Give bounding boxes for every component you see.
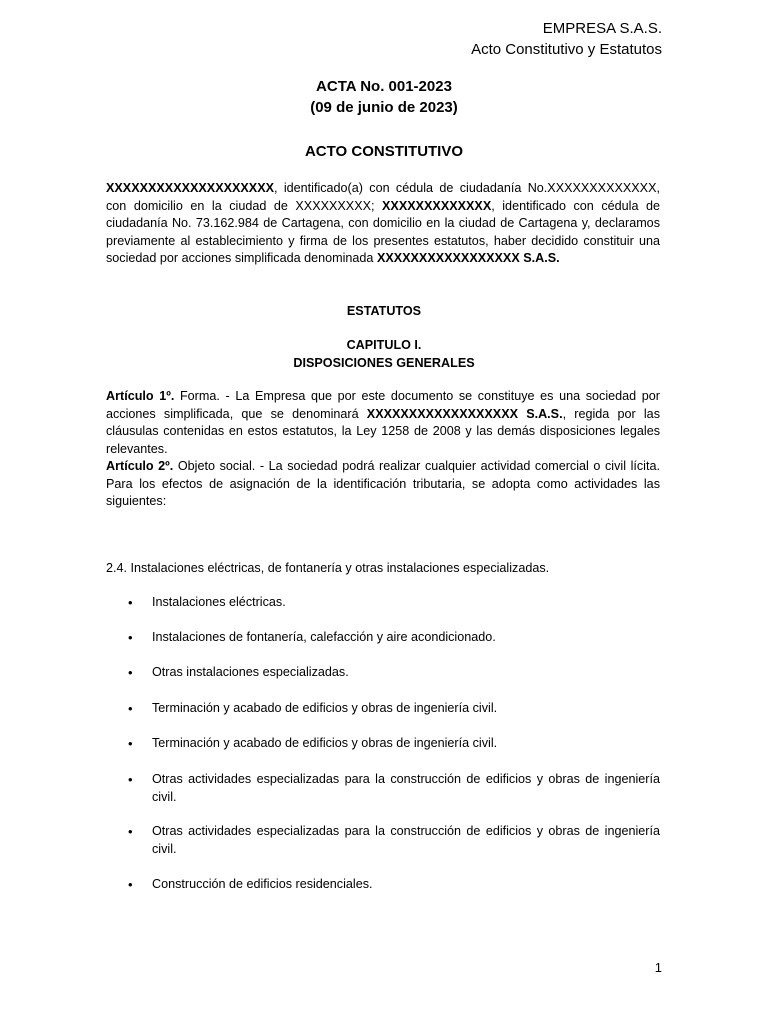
list-item-text: Otras instalaciones especializadas. <box>152 665 349 679</box>
bullet-icon: • <box>128 736 133 751</box>
article-1-label: Artículo 1º. <box>106 389 175 403</box>
bullet-icon: • <box>128 630 133 645</box>
list-item-text: Construcción de edificios residenciales. <box>152 877 373 891</box>
acta-number: ACTA No. 001-2023 <box>316 78 452 95</box>
acta-title-block <box>0 76 768 118</box>
header-company: EMPRESA S.A.S. <box>542 20 662 37</box>
heading-capitulo: CAPITULO I. <box>346 338 422 352</box>
intro-text1: , identificado(a) con cédula de ciudadanía No.XXXXXXXXXXXXX, con domicilio en la ciudad de XXXXXXXXX; <box>106 181 660 213</box>
article-2-label: Artículo 2º. <box>106 459 174 473</box>
bullet-icon: • <box>128 824 133 839</box>
list-item-text: Terminación y acabado de edificios y obras de ingeniería civil. <box>152 701 498 715</box>
article-1 <box>106 388 660 458</box>
heading-estatutos: ESTATUTOS <box>346 304 422 318</box>
intro-name1: XXXXXXXXXXXXXXXXXXXX <box>106 181 274 195</box>
intro-name2: XXXXXXXXXXXXX <box>382 198 492 213</box>
list-item-text: Terminación y acabado de edificios y obras de ingeniería civil. <box>152 736 498 750</box>
article-1-text1: Forma. - La Empresa que por este documento se constituye es una sociedad por acciones simplificada, que se denominará <box>106 389 660 421</box>
page-number: 1 <box>654 960 662 975</box>
bullet-icon: • <box>128 701 133 716</box>
list-item-text: Otras actividades especializadas para la construcción de edificios y obras de ingeniería civil. <box>152 772 660 804</box>
article-2 <box>106 458 660 511</box>
bullet-icon: • <box>128 665 133 680</box>
section-title-acto: ACTO CONSTITUTIVO <box>304 143 464 160</box>
bullet-icon: • <box>128 772 133 787</box>
list-item-text: Instalaciones eléctricas. <box>152 595 286 609</box>
list-item-text: Instalaciones de fontanería, calefacción y aire acondicionado. <box>152 630 496 644</box>
article-2-text: Objeto social. - La sociedad podrá realizar cualquier actividad comercial o civil lícita. Para los efectos de asignación de la identificación tributaria, se adopta como actividades las siguientes: <box>106 459 660 508</box>
intro-paragraph <box>106 180 660 268</box>
header-subtitle: Acto Constitutivo y Estatutos <box>471 41 662 58</box>
article-1-company: XXXXXXXXXXXXXXXXXX S.A.S. <box>366 406 563 421</box>
article-1-text2: , regida por las cláusulas contenidas en estos estatutos, la Ley 1258 de 2008 y las demás disposiciones legales relevantes. <box>106 406 660 456</box>
bullet-icon: • <box>128 877 133 892</box>
page-header <box>471 18 662 60</box>
intro-company: XXXXXXXXXXXXXXXXX S.A.S. <box>376 251 560 265</box>
heading-disposiciones: DISPOSICIONES GENERALES <box>293 356 475 370</box>
list-item-text: Otras actividades especializadas para la construcción de edificios y obras de ingeniería civil. <box>152 824 660 856</box>
section-2-4: 2.4. Instalaciones eléctricas, de fontanería y otras instalaciones especializadas. <box>106 561 550 575</box>
intro-text2: , identificado con cédula de ciudadanía No. 73.162.984 de Cartagena, con domicilio en la ciudad de Cartagena y, declaramos previamente al establecimiento y firma de los presentes estatutos, haber decidido constituir una sociedad por acciones simplificada denominada <box>106 198 660 265</box>
acta-date: (09 de junio de 2023) <box>310 99 458 116</box>
bullet-icon: • <box>128 595 133 610</box>
